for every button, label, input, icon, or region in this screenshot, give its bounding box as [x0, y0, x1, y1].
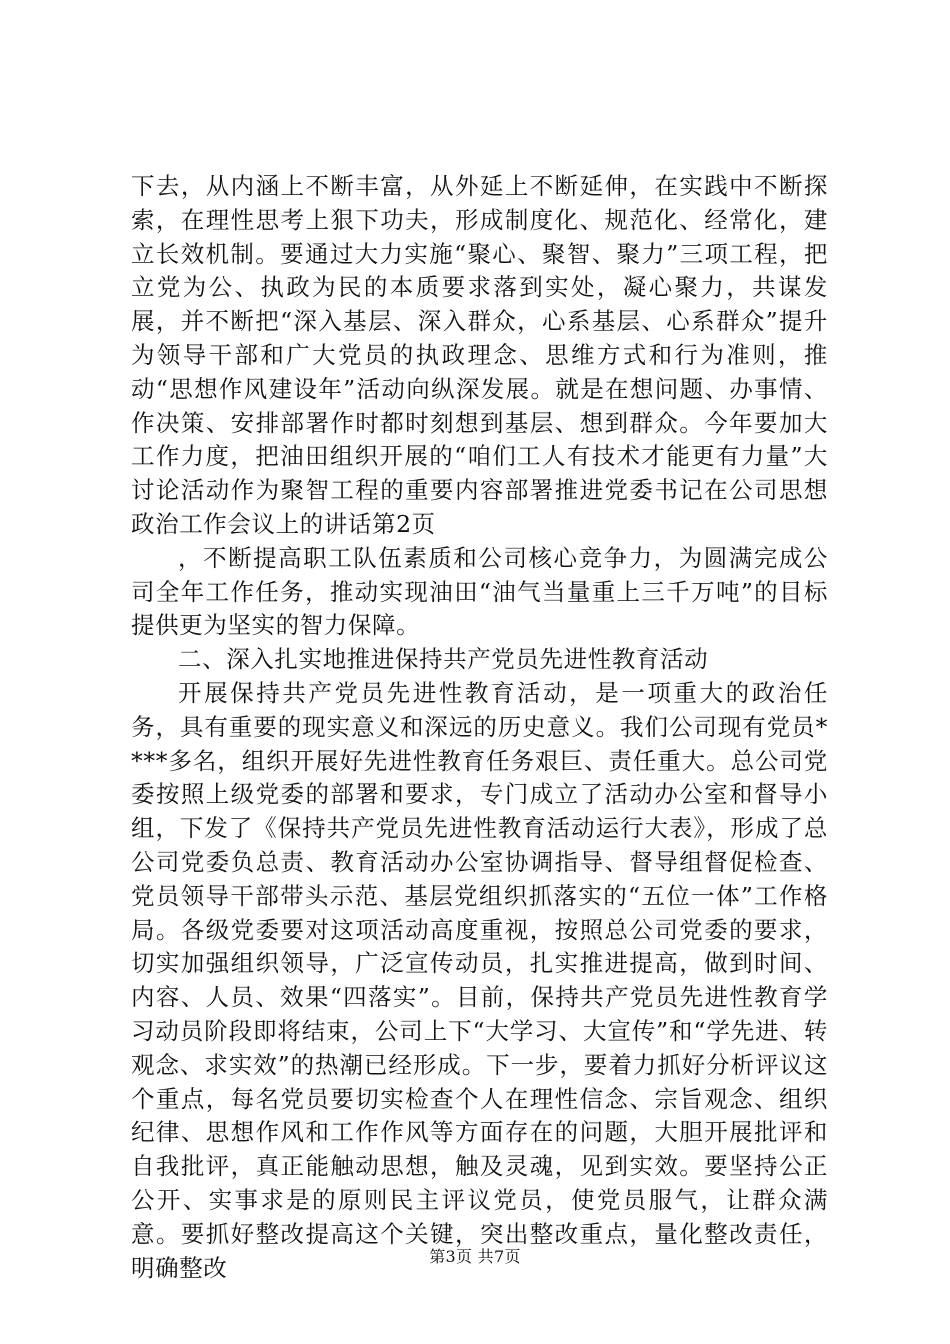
paragraph-talent-goal: ，不断提高职工队伍素质和公司核心竞争力，为圆满完成公司全年工作任务，推动实现油田“油气当量重上三千万吨”的目标提供更为坚实的智力保障。 [131, 543, 828, 640]
section-heading: 二、深入扎实地推进保持共产党员先进性教育活动 [178, 645, 709, 674]
paragraph-advanced-education: 开展保持共产党员先进性教育活动，是一项重大的政治任务，具有重要的现实意义和深远的历史意义。我们公司现有党员****多名，组织开展好先进性教育任务艰巨、责任重大。总公司党委按照上级党委的部署和要求，专门成立了活动办公室和督导小组，下发了《保持共产党员先进性教育活动运行大表》，形成了总公司党委负总责、教育活动办公室协调指导、督导组督促检查、党员领导干部带头示范、基层党组织抓落实的“五位一体”工作格局。各级党委要对这项活动高度重视，按照总公司党委的要求，切实加强组织领导，广泛宣传动员，扎实推进提高，做到时间、内容、人员、效果“四落实”。目前，保持共产党员先进性教育学习动员阶段即将结束，公司上下“大学习、大宣传”和“学先进、转观念、求实效”的热潮已经形成。下一步，要着力抓好分析评议这个重点，每名党员要切实检查个人在理性信念、宗旨观念、组织纪律、思想作风和工作作风等方面存在的问题，大胆开展批评和自我批评，真正能触动思想，触及灵魂，见到实效。要坚持公正公开、实事求是的原则民主评议党员，使党员服气，让群众满意。要抓好整改提高这个关键，突出整改重点，量化整改责任，明确整改 [131, 678, 828, 1282]
document-body [131, 170, 828, 1285]
page-number-footer: 第3页 共7页 [429, 1247, 521, 1266]
paragraph-continuation: 下去，从内涵上不断丰富，从外延上不断延伸，在实践中不断探索，在理性思考上狠下功夫，形成制度化、规范化、经常化，建立长效机制。要通过大力实施“聚心、聚智、聚力”三项工程，把立党为公、执政为民的本质要求落到实处，凝心聚力，共谋发展，并不断把“深入基层、深入群众，心系基层、心系群众”提升为领导干部和广大党员的执政理念、思维方式和行为准则，推动“思想作风建设年”活动向纵深发展。就是在想问题、办事情、作决策、安排部署作时都时刻想到基层、想到群众。今年要加大工作力度，把油田组织开展的“咱们工人有技术才能更有力量”大讨论活动作为聚智工程的重要内容部署推进党委书记在公司思想政治工作会议上的讲话第2页 [131, 172, 828, 538]
